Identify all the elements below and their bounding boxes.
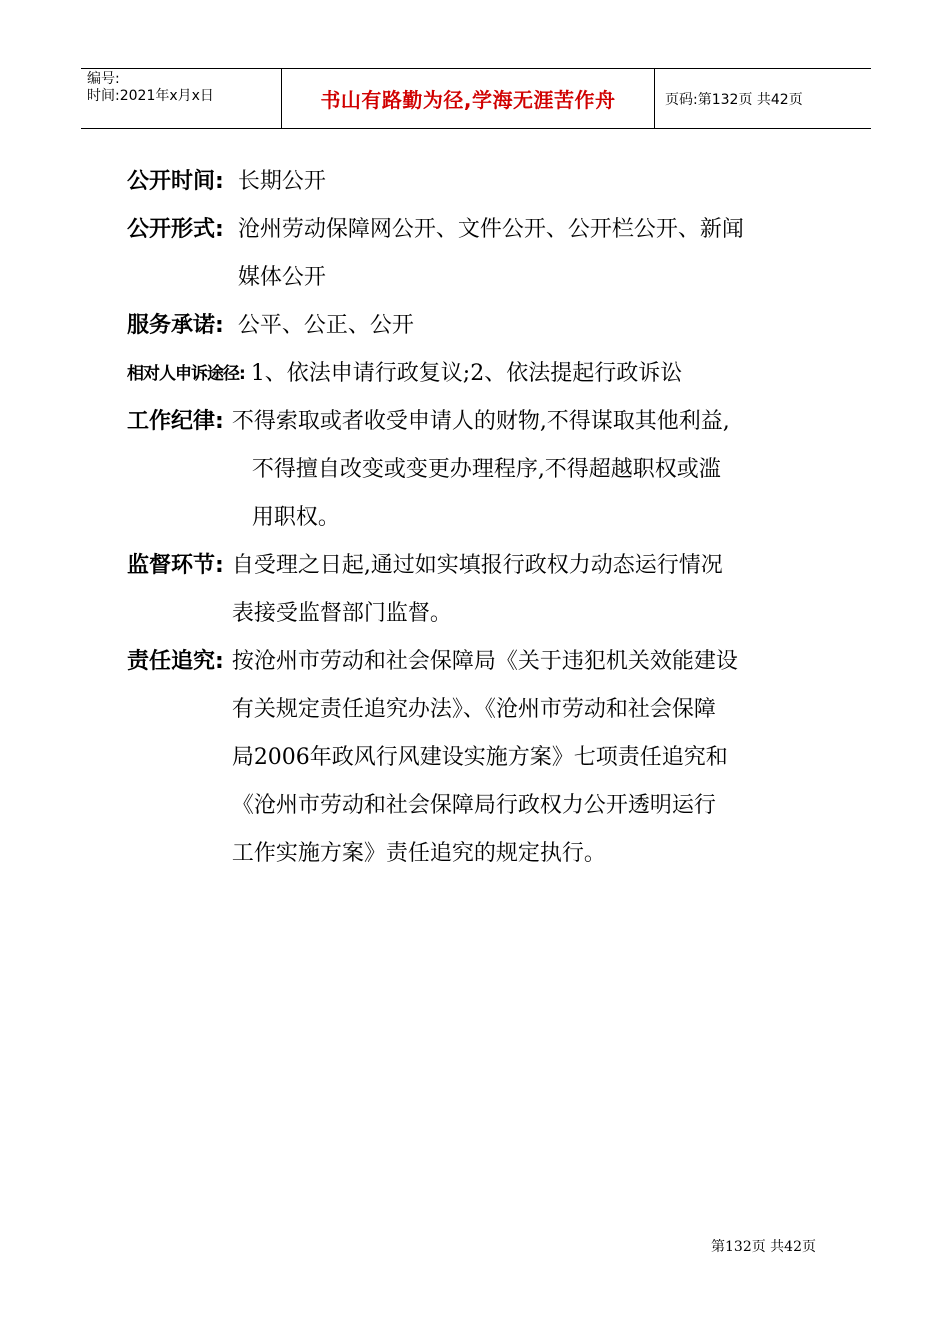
section-line: 自受理之日起,通过如实填报行政权力动态运行情况 [231,553,723,578]
section-label: 相对人申诉途径: [127,364,245,384]
section-value [232,542,723,638]
section-line: 公平、公正、公开 [237,313,414,338]
section-line: 按沧州市劳动和社会保障局《关于违犯机关效能建设 [231,649,738,674]
header-motto: 书山有路勤为径,学海无涯苦作舟 [282,69,655,128]
section-label: 公开形式: [127,217,224,242]
section-service-commitment [127,302,847,350]
section-line: 1、依法申请行政复议;2、依法提起行政诉讼 [250,361,683,386]
section-value [238,158,326,206]
section-line: 局2006年政风行风建设实施方案》七项责任追究和 [231,745,728,770]
header-meta [81,69,282,128]
document-number: 编号: [87,71,120,87]
section-label: 监督环节: [127,553,224,578]
section-value [238,302,414,350]
section-label: 公开时间: [127,169,224,194]
section-line: 长期公开 [237,169,326,194]
section-value [251,350,682,398]
document-date: 时间:2021年x月x日 [87,88,214,104]
section-disclosure-time [127,158,847,206]
section-line: 表接受监督部门监督。 [231,601,452,626]
section-value [232,638,738,878]
section-line: 不得擅自改变或变更办理程序,不得超越职权或滥 [251,457,721,482]
section-line: 《沧州市劳动和社会保障局行政权力公开透明运行 [231,793,716,818]
document-body [127,158,847,878]
section-line: 媒体公开 [237,265,326,290]
page-header [81,68,871,129]
section-line: 用职权。 [251,505,340,530]
section-label: 责任追究: [127,649,224,674]
section-label: 工作纪律: [127,409,224,434]
section-value [238,206,744,302]
section-work-discipline [127,398,847,542]
section-accountability [127,638,847,878]
section-supervision [127,542,847,638]
section-value [232,398,730,542]
section-complaint-channel [127,350,847,398]
section-label: 服务承诺: [127,313,224,338]
section-line: 沧州劳动保障网公开、文件公开、公开栏公开、新闻 [237,217,744,242]
section-line: 有关规定责任追究办法》、《沧州市劳动和社会保障 [231,697,716,722]
section-disclosure-form [127,206,847,302]
section-line: 不得索取或者收受申请人的财物,不得谋取其他利益, [231,409,730,434]
footer-page-number: 第132页 共42页 [711,1239,816,1255]
section-line: 工作实施方案》责任追究的规定执行。 [231,841,606,866]
header-page-number: 页码:第132页 共42页 [665,91,803,108]
